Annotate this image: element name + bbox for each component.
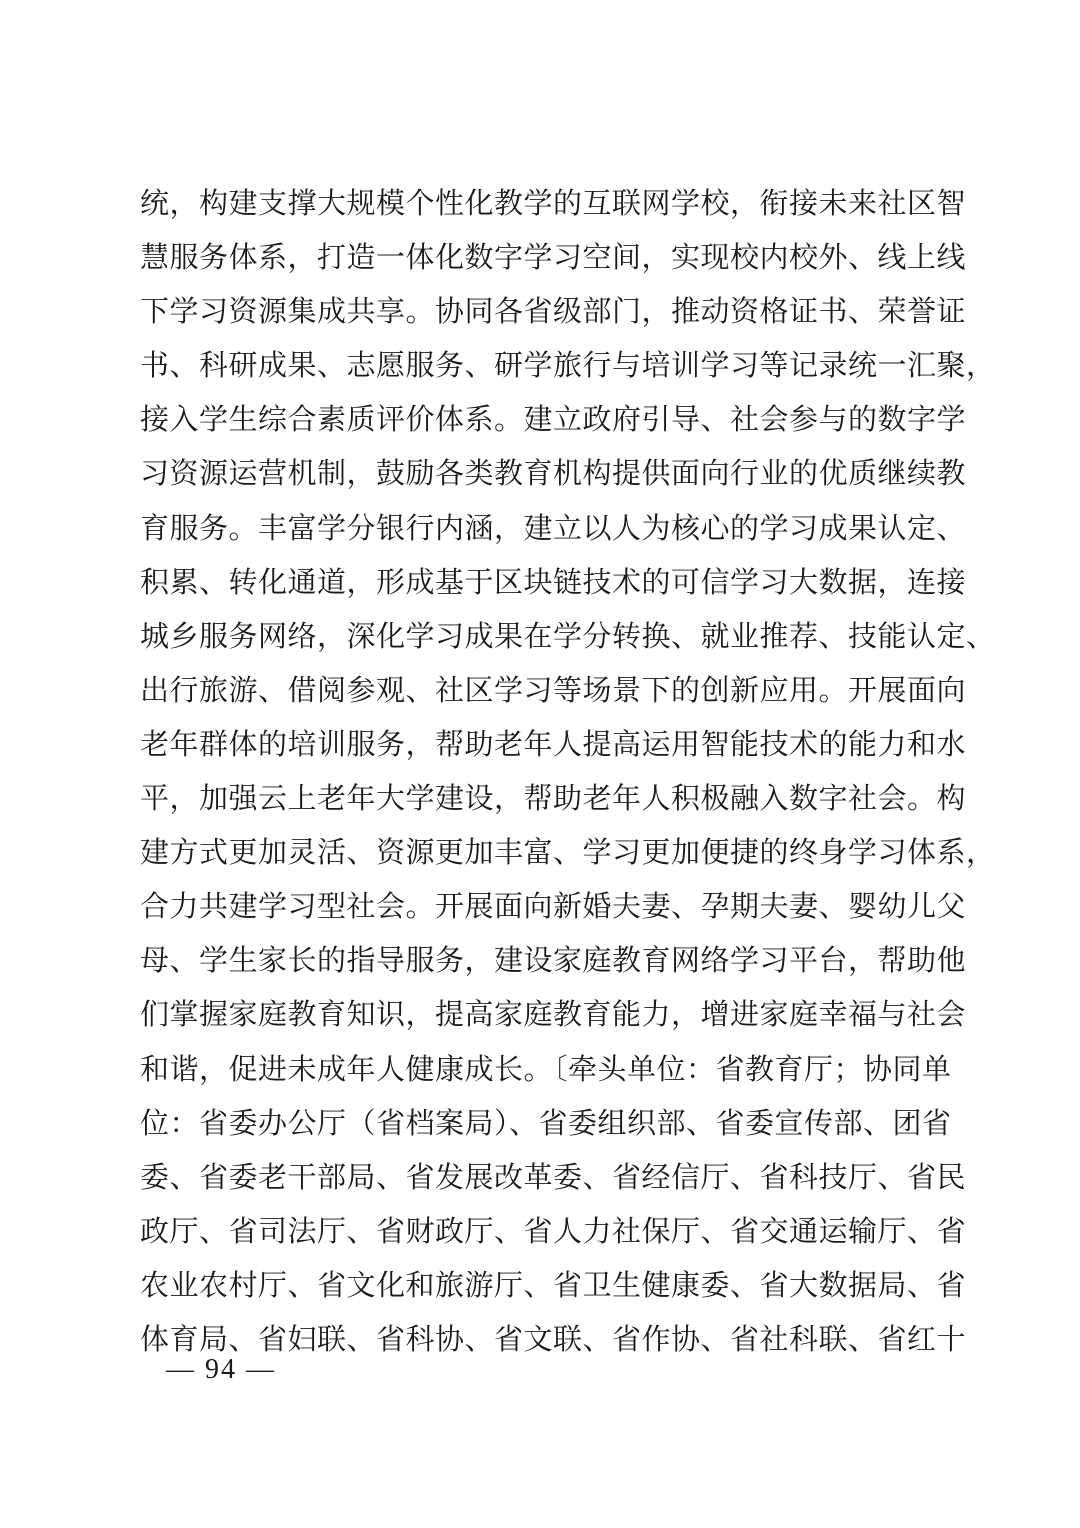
text-line: 政厅、省司法厅、省财政厅、省人力社保厅、省交通运输厅、省 [140,1213,967,1248]
text-line: 城乡服务网络，深化学习成果在学分转换、就业推荐、技能认定、 [140,618,996,653]
text-line: 合力共建学习型社会。开展面向新婚夫妻、孕期夫妻、婴幼儿父 [140,889,967,924]
text-line: 建方式更加灵活、资源更加丰富、学习更加便捷的终身学习体系， [140,835,996,870]
text-line: 育服务。丰富学分银行内涵，建立以人为核心的学习成果认定、 [140,510,967,545]
text-line: 委、省委老干部局、省发展改革委、省经信厅、省科技厅、省民 [140,1159,967,1194]
text-line: 老年群体的培训服务，帮助老年人提高运用智能技术的能力和水 [140,726,967,761]
text-line: 积累、转化通道，形成基于区块链技术的可信学习大数据，连接 [140,564,967,599]
text-line: 位：省委办公厅（省档案局）、省委组织部、省委宣传部、团省 [140,1105,952,1140]
text-line: 下学习资源集成共享。协同各省级部门，推动资格证书、荣誉证 [140,294,967,329]
text-line: 接入学生综合素质评价体系。建立政府引导、社会参与的数字学 [140,402,967,437]
text-line: 慧服务体系，打造一体化数字学习空间，实现校内校外、线上线 [140,240,967,275]
text-line: 和谐，促进未成年人健康成长。〔牵头单位：省教育厅；协同单 [140,1051,952,1086]
text-line: 们掌握家庭教育知识，提高家庭教育能力，增进家庭幸福与社会 [140,997,967,1032]
text-line: 出行旅游、借阅参观、社区学习等场景下的创新应用。开展面向 [140,672,967,707]
text-line: 农业农村厅、省文化和旅游厅、省卫生健康委、省大数据局、省 [140,1267,967,1302]
text-line: 母、学生家长的指导服务，建设家庭教育网络学习平台，帮助他 [140,943,967,978]
text-line: 平，加强云上老年大学建设，帮助老年人积极融入数字社会。构 [140,781,967,816]
text-line: 习资源运营机制，鼓励各类教育机构提供面向行业的优质继续教 [140,456,967,491]
text-line: 书、科研成果、志愿服务、研学旅行与培训学习等记录统一汇聚， [140,348,996,383]
body-text [140,176,996,1366]
text-line: 统，构建支撑大规模个性化教学的互联网学校，衔接未来社区智 [140,186,967,220]
page-number: — 94 — [166,1354,276,1385]
text-line: 体育局、省妇联、省科协、省文联、省作协、省社科联、省红十 [140,1321,967,1356]
